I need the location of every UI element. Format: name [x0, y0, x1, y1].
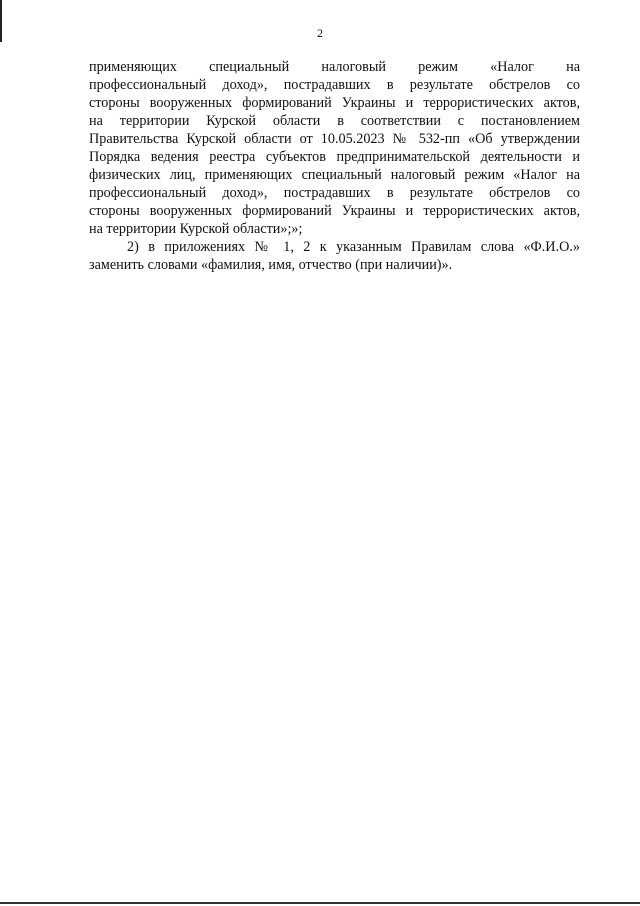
- text-line: на территории Курской области»;»;: [89, 221, 303, 237]
- text-line: заменить словами «фамилия, имя, отчество (при наличии)».: [89, 257, 453, 273]
- text-line: стороны вооруженных формирований Украины и террористических актов,: [89, 95, 580, 111]
- page-number: 2: [317, 26, 323, 40]
- text-line: Порядка ведения реестра субъектов предпринимательской деятельности и: [89, 149, 580, 165]
- text-line: профессиональный доход», пострадавших в результате обстрелов со: [89, 77, 580, 93]
- document-body: [89, 58, 580, 274]
- text-line: применяющих специальный налоговый режим «Налог на: [89, 59, 580, 75]
- scan-bottom-edge: [0, 902, 640, 904]
- text-line: стороны вооруженных формирований Украины и террористических актов,: [89, 203, 580, 219]
- text-line: на территории Курской области в соответствии с постановлением: [89, 113, 580, 129]
- paragraph-start-line: 2) в приложениях № 1, 2 к указанным Правилам слова «Ф.И.О.»: [127, 239, 580, 255]
- text-line: Правительства Курской области от 10.05.2023 № 532-пп «Об утверждении: [89, 131, 580, 147]
- text-line: профессиональный доход», пострадавших в результате обстрелов со: [89, 185, 580, 201]
- text-line: физических лиц, применяющих специальный налоговый режим «Налог на: [89, 167, 580, 183]
